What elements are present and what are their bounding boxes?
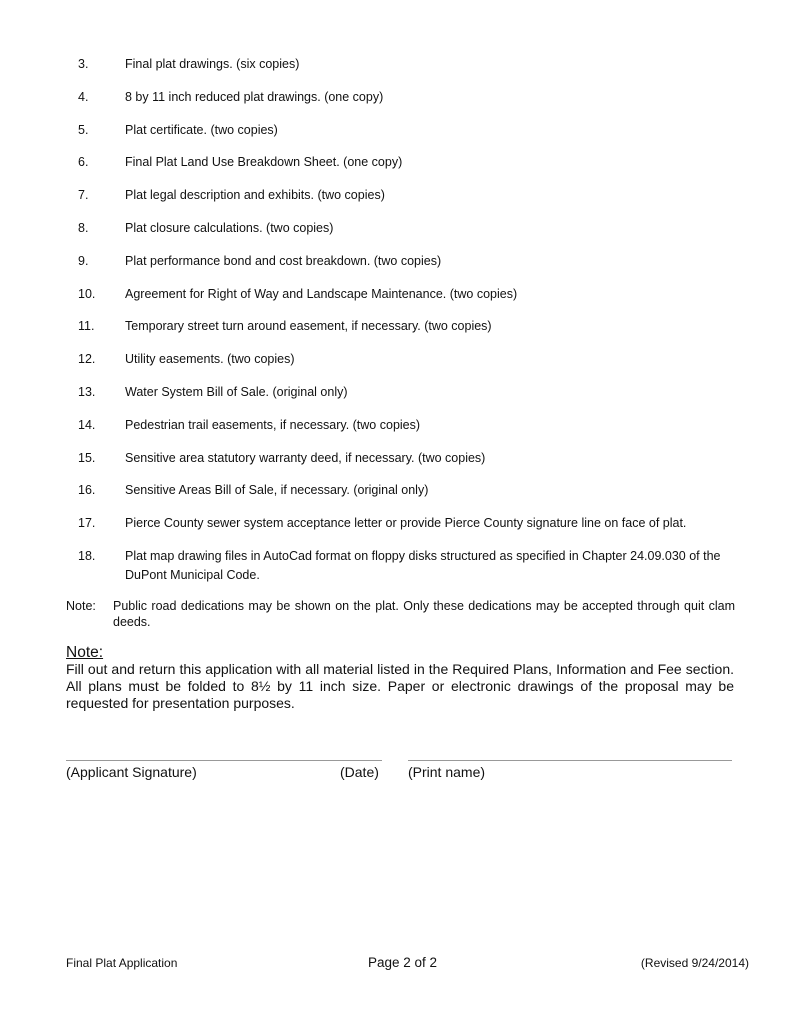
item-text: Plat map drawing files in AutoCad format on floppy disks structured as specified in Chapter 24.09.030 of the DuPont Municipal Code. [125, 549, 721, 582]
item-number: 18. [78, 549, 96, 563]
footer-title: Final Plat Application [66, 956, 178, 970]
item-text: Sensitive area statutory warranty deed, if necessary. (two copies) [125, 450, 486, 465]
item-number: 13. [78, 385, 96, 399]
item-number: 17. [78, 516, 96, 531]
item-text: Sensitive Areas Bill of Sale, if necessary. (original only) [125, 483, 429, 498]
item-number: 7. [78, 188, 89, 203]
item-text: Plat performance bond and cost breakdown. (two copies) [125, 253, 442, 268]
page-number: Page 2 of 2 [368, 955, 438, 970]
item-text: Final plat drawings. (six copies) [125, 57, 300, 71]
item-text: Temporary street turn around easement, if necessary. (two copies) [125, 319, 492, 334]
note-text: Public road dedications may be shown on the plat. Only these dedications may be accepted through quit clam deeds. [113, 599, 735, 629]
item-number: 16. [78, 483, 96, 498]
item-text: 8 by 11 inch reduced plat drawings. (one copy) [125, 89, 384, 104]
item-text: Plat closure calculations. (two copies) [125, 221, 334, 235]
item-text: Pierce County sewer system acceptance letter or provide Pierce County signature line on face of plat. [125, 516, 687, 531]
item-number: 11. [78, 319, 95, 334]
item-number: 12. [78, 352, 96, 367]
note-paragraph: Fill out and return this application with all material listed in the Required Plans, Information and Fee section. All plans must be folded to 8½ by 11 inch size. Paper or electronic drawings of the proposal may be requested for presentation purposes. [66, 661, 734, 711]
revision-date: (Revised 9/24/2014) [640, 956, 749, 970]
note-heading: Note: [66, 644, 104, 661]
item-text: Agreement for Right of Way and Landscape Maintenance. (two copies) [125, 286, 518, 301]
item-number: 8. [78, 221, 89, 235]
note-label: Note: [66, 599, 96, 613]
item-text: Final Plat Land Use Breakdown Sheet. (one copy) [125, 155, 403, 170]
item-number: 15. [78, 450, 96, 465]
item-number: 5. [78, 122, 89, 137]
item-text: Utility easements. (two copies) [125, 352, 295, 367]
print-name-line[interactable] [408, 760, 732, 761]
item-text: Water System Bill of Sale. (original only) [125, 385, 348, 399]
item-number: 4. [78, 89, 89, 104]
item-number: 14. [78, 417, 96, 432]
date-label: (Date) [340, 764, 379, 780]
applicant-signature-label: (Applicant Signature) [66, 764, 197, 780]
item-number: 6. [78, 155, 89, 170]
print-name-label: (Print name) [408, 764, 486, 780]
item-text: Plat legal description and exhibits. (two copies) [125, 188, 385, 203]
item-number: 3. [78, 57, 89, 71]
signature-line[interactable] [66, 760, 382, 761]
item-text: Pedestrian trail easements, if necessary. (two copies) [125, 417, 421, 432]
item-number: 10. [78, 286, 96, 301]
item-number: 9. [78, 253, 89, 268]
item-text: Plat certificate. (two copies) [125, 122, 278, 137]
